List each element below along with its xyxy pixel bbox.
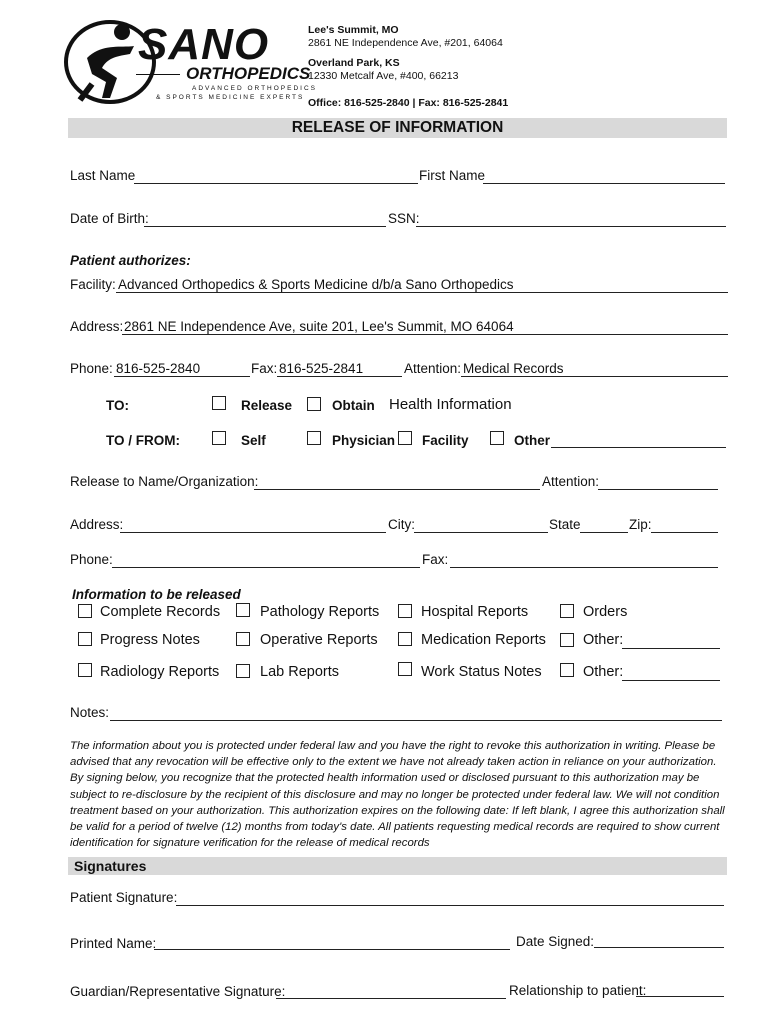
relationship-label: Relationship to patient:: [509, 983, 647, 998]
zip-field[interactable]: [651, 532, 718, 533]
notes-label: Notes:: [70, 705, 110, 720]
last-name-field[interactable]: [134, 183, 418, 184]
first-name-field[interactable]: [483, 183, 725, 184]
logo-tagline-1: ADVANCED ORTHOPEDICS: [192, 85, 317, 92]
obtain-label: Obtain: [332, 398, 375, 413]
office-phone-fax: Office: 816-525-2840 | Fax: 816-525-2841: [308, 97, 509, 109]
release-address-label: Address:: [70, 517, 124, 532]
other-1-label: Other:: [583, 632, 624, 648]
patient-signature-field[interactable]: [176, 905, 724, 906]
signatures-heading: Signatures: [68, 857, 727, 875]
logo-tagline-2: & SPORTS MEDICINE EXPERTS: [156, 94, 305, 101]
operative-reports-checkbox[interactable]: [236, 632, 250, 646]
self-label: Self: [241, 433, 266, 448]
first-name-label: First Name: [419, 168, 486, 183]
dob-label: Date of Birth:: [70, 211, 149, 226]
other-1-checkbox[interactable]: [560, 633, 574, 647]
release-phone-label: Phone:: [70, 552, 113, 567]
other-1-field[interactable]: [622, 648, 720, 649]
zip-label: Zip:: [629, 517, 652, 532]
guardian-signature-label: Guardian/Representative Signature:: [70, 984, 286, 999]
health-information-label: Health Information: [389, 396, 512, 413]
facility-field[interactable]: [116, 292, 728, 293]
fax-label: Fax:: [251, 361, 278, 376]
release-address-field[interactable]: [120, 532, 386, 533]
logo-name: SANO: [138, 20, 270, 69]
other-2-field[interactable]: [622, 680, 720, 681]
obtain-checkbox[interactable]: [307, 397, 321, 411]
release-attention-field[interactable]: [598, 489, 718, 490]
complete-records-label: Complete Records: [100, 604, 221, 620]
facility-value: Advanced Orthopedics & Sports Medicine d/b/a Sano Orthopedics: [118, 277, 514, 292]
release-checkbox[interactable]: [212, 396, 226, 410]
relationship-field[interactable]: [636, 996, 724, 997]
other-label: Other: [514, 433, 551, 448]
physician-label: Physician: [332, 433, 396, 448]
address-label: Address:: [70, 319, 124, 334]
to-label: TO:: [106, 398, 129, 413]
facility-checkbox[interactable]: [398, 431, 412, 445]
city-field[interactable]: [414, 532, 548, 533]
logo-sub: ORTHOPEDICS: [186, 64, 311, 83]
ssn-label: SSN:: [388, 211, 420, 226]
fax-field[interactable]: [277, 376, 402, 377]
facility-type-label: Facility: [422, 433, 469, 448]
radiology-reports-checkbox[interactable]: [78, 663, 92, 677]
info-heading: Information to be released: [72, 587, 241, 602]
other-2-checkbox[interactable]: [560, 663, 574, 677]
attention-field[interactable]: [461, 376, 728, 377]
location-1-address: 2861 NE Independence Ave, #201, 64064: [308, 37, 503, 49]
hospital-reports-label: Hospital Reports: [421, 604, 529, 620]
release-fax-label: Fax:: [422, 552, 449, 567]
release-to-field[interactable]: [254, 489, 540, 490]
date-signed-label: Date Signed:: [516, 934, 595, 949]
medication-reports-label: Medication Reports: [421, 632, 546, 648]
work-status-notes-checkbox[interactable]: [398, 662, 412, 676]
orders-checkbox[interactable]: [560, 604, 574, 618]
ssn-field[interactable]: [416, 226, 726, 227]
form-title: RELEASE OF INFORMATION: [68, 118, 727, 138]
work-status-notes-label: Work Status Notes: [421, 664, 542, 680]
medication-reports-checkbox[interactable]: [398, 632, 412, 646]
to-from-label: TO / FROM:: [106, 433, 180, 448]
location-1-city: Lee's Summit, MO: [308, 24, 399, 36]
orders-label: Orders: [583, 604, 628, 620]
complete-records-checkbox[interactable]: [78, 604, 92, 618]
patient-signature-label: Patient Signature:: [70, 890, 178, 905]
release-phone-field[interactable]: [112, 567, 420, 568]
phone-value: 816-525-2840: [116, 361, 201, 376]
release-attention-label: Attention:: [542, 474, 600, 489]
address-field[interactable]: [122, 334, 728, 335]
printed-name-label: Printed Name:: [70, 936, 157, 951]
state-label: State: [549, 517, 581, 532]
release-label: Release: [241, 398, 293, 413]
logo-divider: [136, 74, 180, 75]
guardian-signature-field[interactable]: [276, 998, 506, 999]
fax-value: 816-525-2841: [279, 361, 364, 376]
printed-name-field[interactable]: [154, 949, 510, 950]
radiology-reports-label: Radiology Reports: [100, 664, 220, 680]
phone-field[interactable]: [114, 376, 250, 377]
notes-field[interactable]: [110, 720, 722, 721]
progress-notes-label: Progress Notes: [100, 632, 200, 648]
address-value: 2861 NE Independence Ave, suite 201, Lee's Summit, MO 64064: [124, 319, 514, 334]
attention-value: Medical Records: [463, 361, 564, 376]
progress-notes-checkbox[interactable]: [78, 632, 92, 646]
dob-field[interactable]: [144, 226, 386, 227]
self-checkbox[interactable]: [212, 431, 226, 445]
facility-label: Facility:: [70, 277, 116, 292]
other-checkbox[interactable]: [490, 431, 504, 445]
last-name-label: Last Name: [70, 168, 136, 183]
lab-reports-label: Lab Reports: [260, 664, 339, 680]
other-field[interactable]: [551, 447, 726, 448]
state-field[interactable]: [580, 532, 628, 533]
attention-label: Attention:: [404, 361, 462, 376]
date-signed-field[interactable]: [594, 947, 724, 948]
physician-checkbox[interactable]: [307, 431, 321, 445]
release-fax-field[interactable]: [450, 567, 718, 568]
other-2-label: Other:: [583, 664, 624, 680]
release-to-label: Release to Name/Organization:: [70, 474, 259, 489]
legal-notice: The information about you is protected under federal law and you have the right to revoke this authorization in writing. Please be advised that any revocation will be effective only to the extent we have not already taken action in reliance on your authorization. By signing below, you recognize that the protected health information used or disclosed pursuant to this authorization may be subject to re-disclosure by the recipient of this disclosure and may no longer be protected under federal law. We will not condition treatment based on your authorization. This authorization expires on the following date: If left blank, I agree this authorization shall be valid for a period of twelve (12) months from today's date. All patients requesting medical records are required to show current identification for signature verification for the release of medical records: [70, 740, 725, 850]
hospital-reports-checkbox[interactable]: [398, 604, 412, 618]
pathology-reports-checkbox[interactable]: [236, 603, 250, 617]
operative-reports-label: Operative Reports: [260, 632, 378, 648]
pathology-reports-label: Pathology Reports: [260, 604, 380, 620]
city-label: City:: [388, 517, 415, 532]
location-2-address: 12330 Metcalf Ave, #400, 66213: [308, 70, 459, 82]
location-2-city: Overland Park, KS: [308, 57, 400, 69]
patient-authorizes-heading: Patient authorizes:: [70, 253, 191, 268]
phone-label: Phone:: [70, 361, 113, 376]
lab-reports-checkbox[interactable]: [236, 664, 250, 678]
